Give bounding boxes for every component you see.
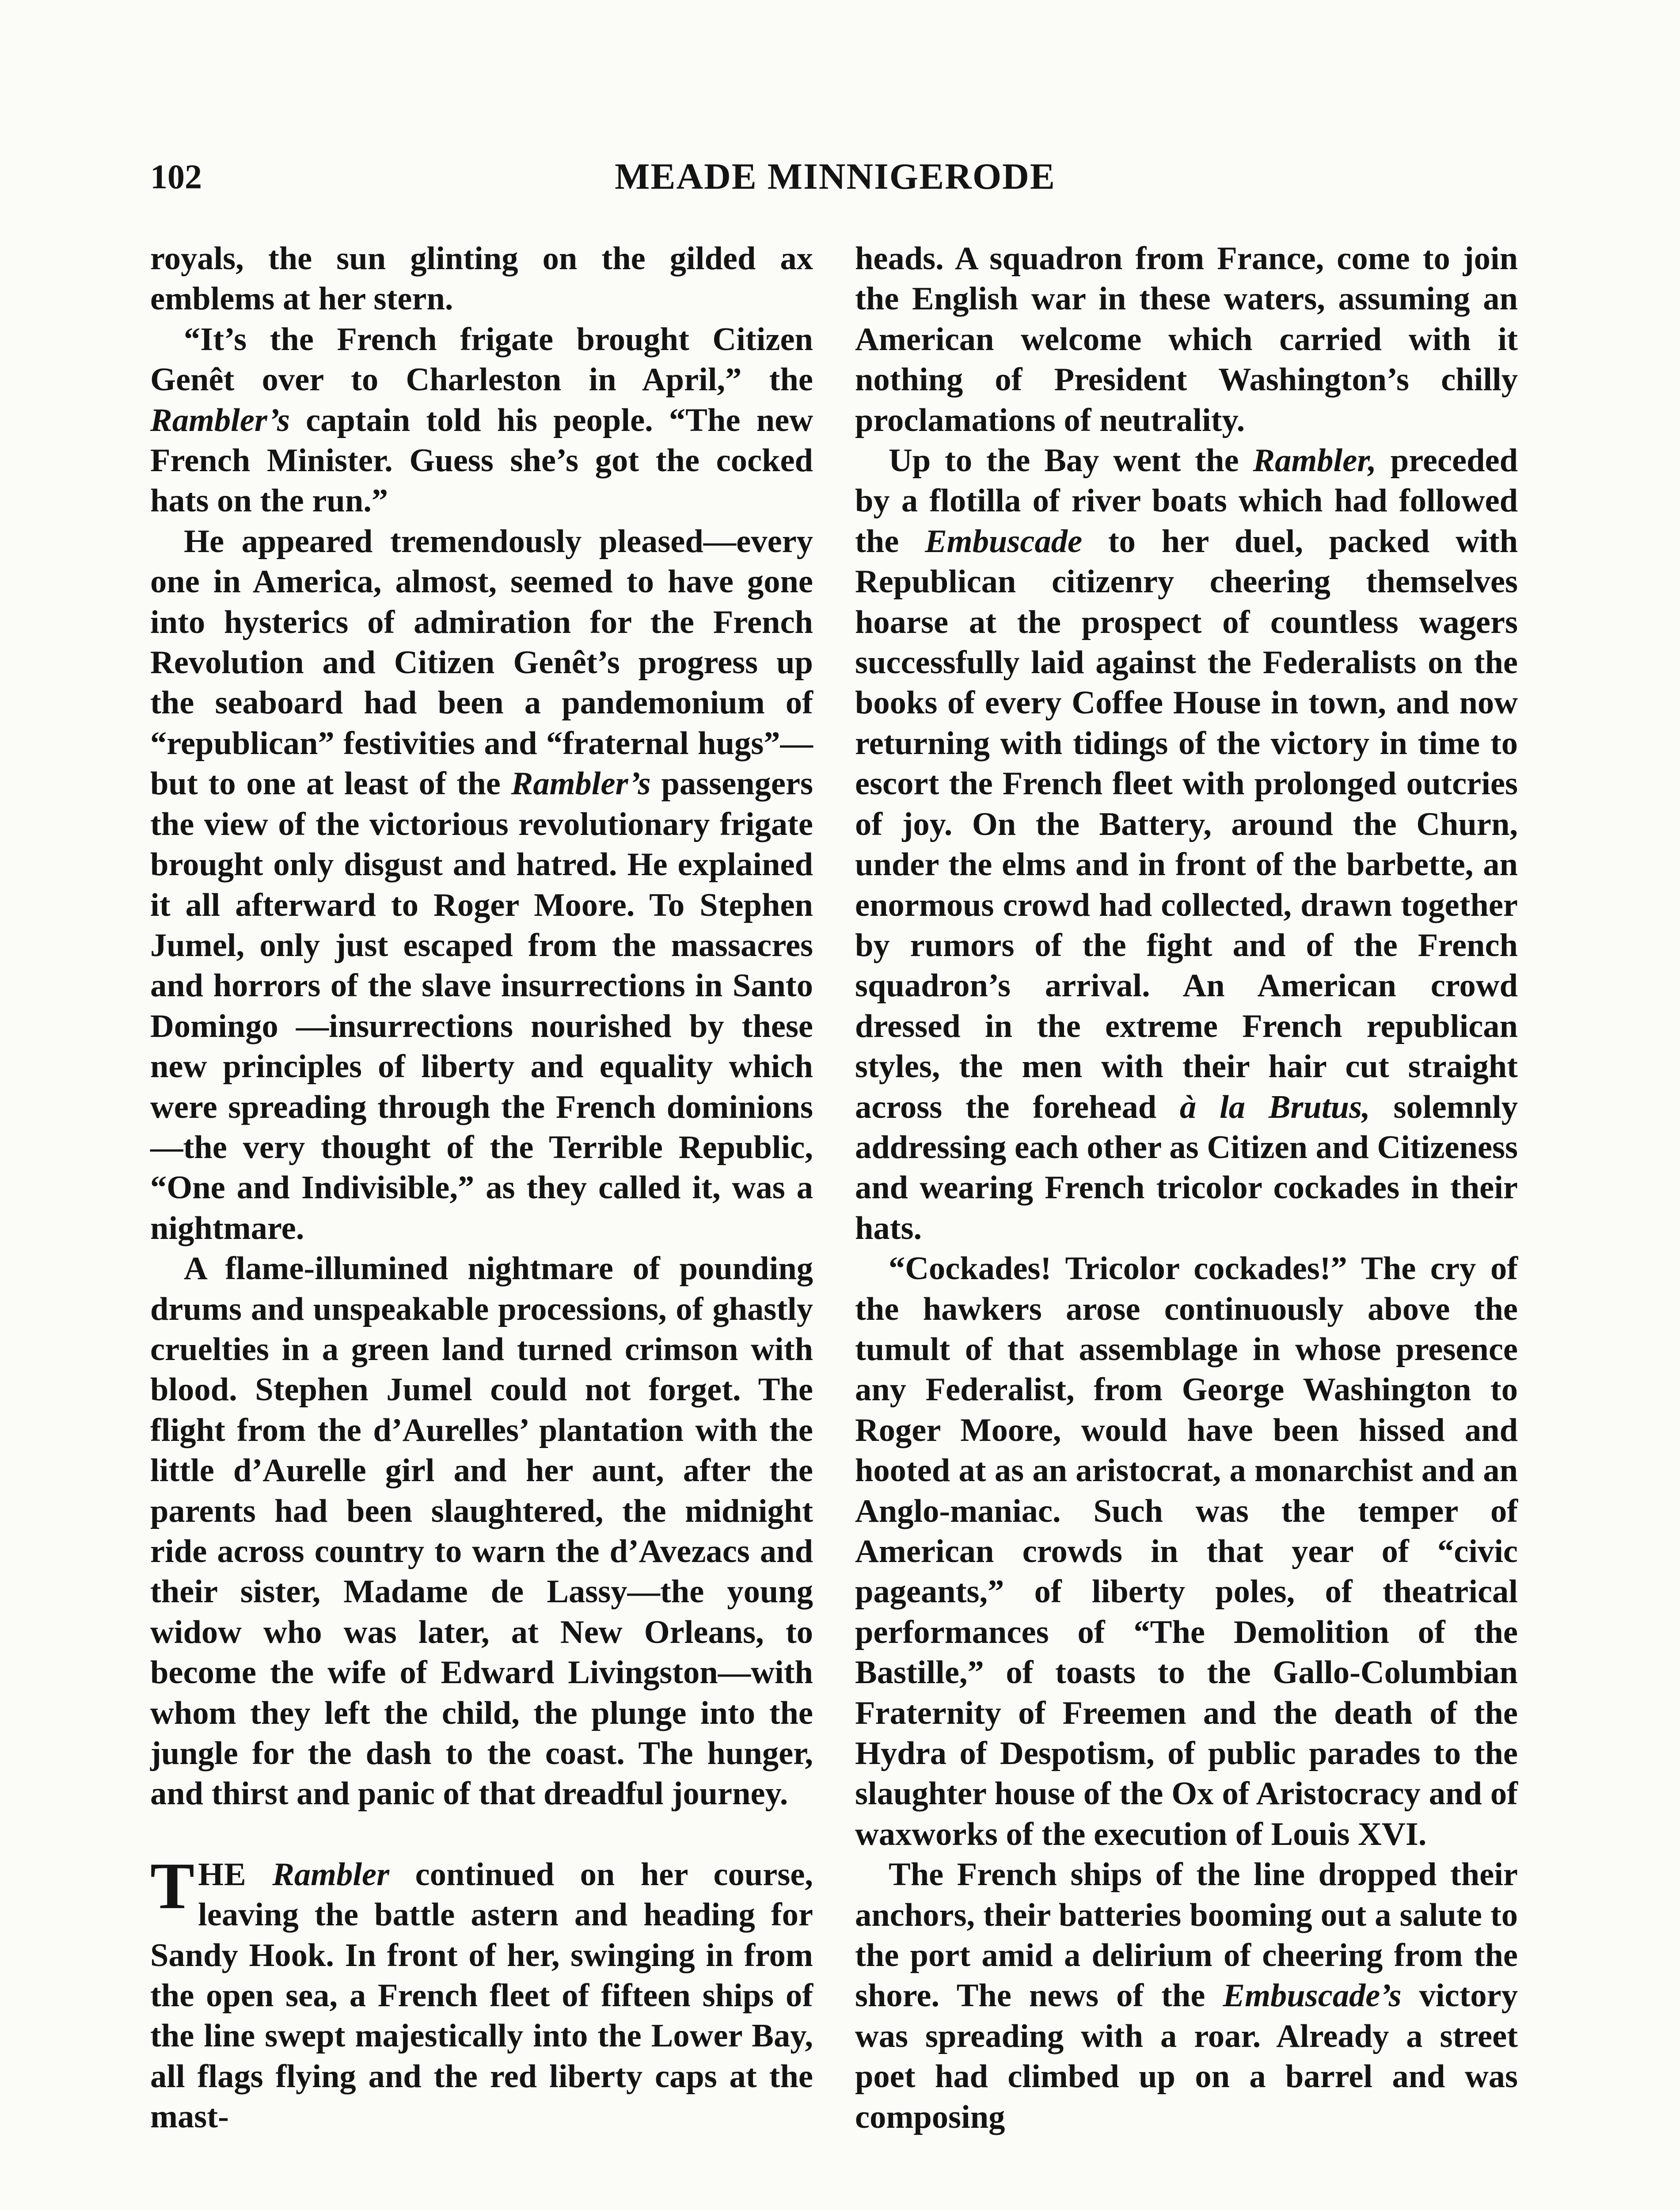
ship-name: Rambler, xyxy=(1253,442,1376,479)
drop-cap: T xyxy=(150,1849,195,1923)
italic-phrase: à la Brutus, xyxy=(1180,1089,1370,1125)
paragraph: heads. A squadron from France, come to join the English war in these waters, assuming an American welcome which carried with it nothing of President Washington’s chilly proclamations of neutrality. xyxy=(855,240,1518,438)
running-head: MEADE MINNIGERODE xyxy=(615,156,1056,197)
section-opening-paragraph: THE Rambler continued on her course, leaving the battle astern and heading for Sandy Hook. In front of her, swinging in from the open sea, a French fleet of fifteen ships of the line swept majestically into the Lower Bay, all flags flying and the red liberty caps at the mast- xyxy=(150,1849,813,2135)
paragraph: The French ships of the line dropped their anchors, their batteries booming out a salute to the port amid a delirium of cheering from the shore. The news of the Embuscade’s victory was spreading with a roar. Already a street poet had climbed up on a barrel and was composing xyxy=(855,1856,1518,2135)
left-column xyxy=(150,239,813,2138)
paragraph: A flame-illumined nightmare of pounding drums and unspeakable processions, of ghastly cruelties in a green land turned crimson with blood. Stephen Jumel could not forget. The flight from the d’Aurelles’ plantation with the little d’Aurelle girl and her aunt, after the parents had been slaughtered, the midnight ride across country to warn the d’Avezacs and their sister, Madame de Lassy—the young widow who was later, at New Orleans, to become the wife of Edward Livingston—with whom they left the child, the plunge into the jungle for the dash to the coast. The hunger, and thirst and panic of that dreadful journey. xyxy=(150,1250,813,1812)
paragraph: “Cockades! Tricolor cockades!” The cry of the hawkers arose continuously above the tumult of that assemblage in whose presence any Federalist, from George Washington to Roger Moore, would have been hissed and hooted at as an aristocrat, a monarchist and an Anglo-maniac. Such was the temper of American crowds in that year of “civic pageants,” of liberty poles, of theatrical performances of “The Demolition of the Bastille,” of toasts to the Gallo-Columbian Fraternity of Freemen and the death of the Hydra of Despotism, of public parades to the slaughter house of the Ox of Aristocracy and of waxworks of the execution of Louis XVI. xyxy=(855,1250,1518,1852)
ship-name: Rambler’s xyxy=(511,766,651,802)
ship-name: Rambler’s xyxy=(150,402,290,438)
paragraph: He appeared tremendously pleased—every one in America, almost, seemed to have gone into hysterics of admiration for the French Revolution and Citizen Genêt’s progress up the seaboard had been a pandemonium of “republican” festivities and “fraternal hugs”—but to one at least of the Rambler’s passengers the view of the victorious revolutionary frigate brought only disgust and hatred. He explained it all afterward to Roger Moore. To Stephen Jumel, only just escaped from the massacres and horrors of the slave insurrections in Santo Domingo —insurrections nourished by these new principles of liberty and equality which were spreading through the French dominions—the very thought of the Terrible Republic, “One and Indivisible,” as they called it, was a nightmare. xyxy=(150,523,813,1246)
right-column xyxy=(855,239,1518,2138)
paragraph: “It’s the French frigate brought Citizen Genêt over to Charleston in April,” the Rambler’s captain told his people. “The new French Minister. Guess she’s got the cocked hats on the run.” xyxy=(150,321,813,519)
ship-name: Embuscade xyxy=(925,523,1083,560)
paragraph: Up to the Bay went the Rambler, preceded by a flotilla of river boats which had followed the Embuscade to her duel, packed with Republican citizenry cheering themselves hoarse at the prospect of countless wagers successfully laid against the Federalists on the books of every Coffee House in town, and now returning with tidings of the victory in time to escort the French fleet with prolonged outcries of joy. On the Battery, around the Churn, under the elms and in front of the barbette, an enormous crowd had collected, drawn together by rumors of the fight and of the French squadron’s arrival. An American crowd dressed in the extreme French republican styles, the men with their hair cut straight across the forehead à la Brutus, solemnly addressing each other as Citizen and Citizeness and wearing French tricolor cockades in their hats. xyxy=(855,442,1518,1246)
ship-name: Rambler xyxy=(272,1856,390,1893)
page-number: 102 xyxy=(150,157,202,196)
paragraph: royals, the sun glinting on the gilded ax emblems at her stern. xyxy=(150,240,813,317)
ship-name: Embuscade’s xyxy=(1223,1978,1402,2014)
page-header xyxy=(150,150,1520,203)
